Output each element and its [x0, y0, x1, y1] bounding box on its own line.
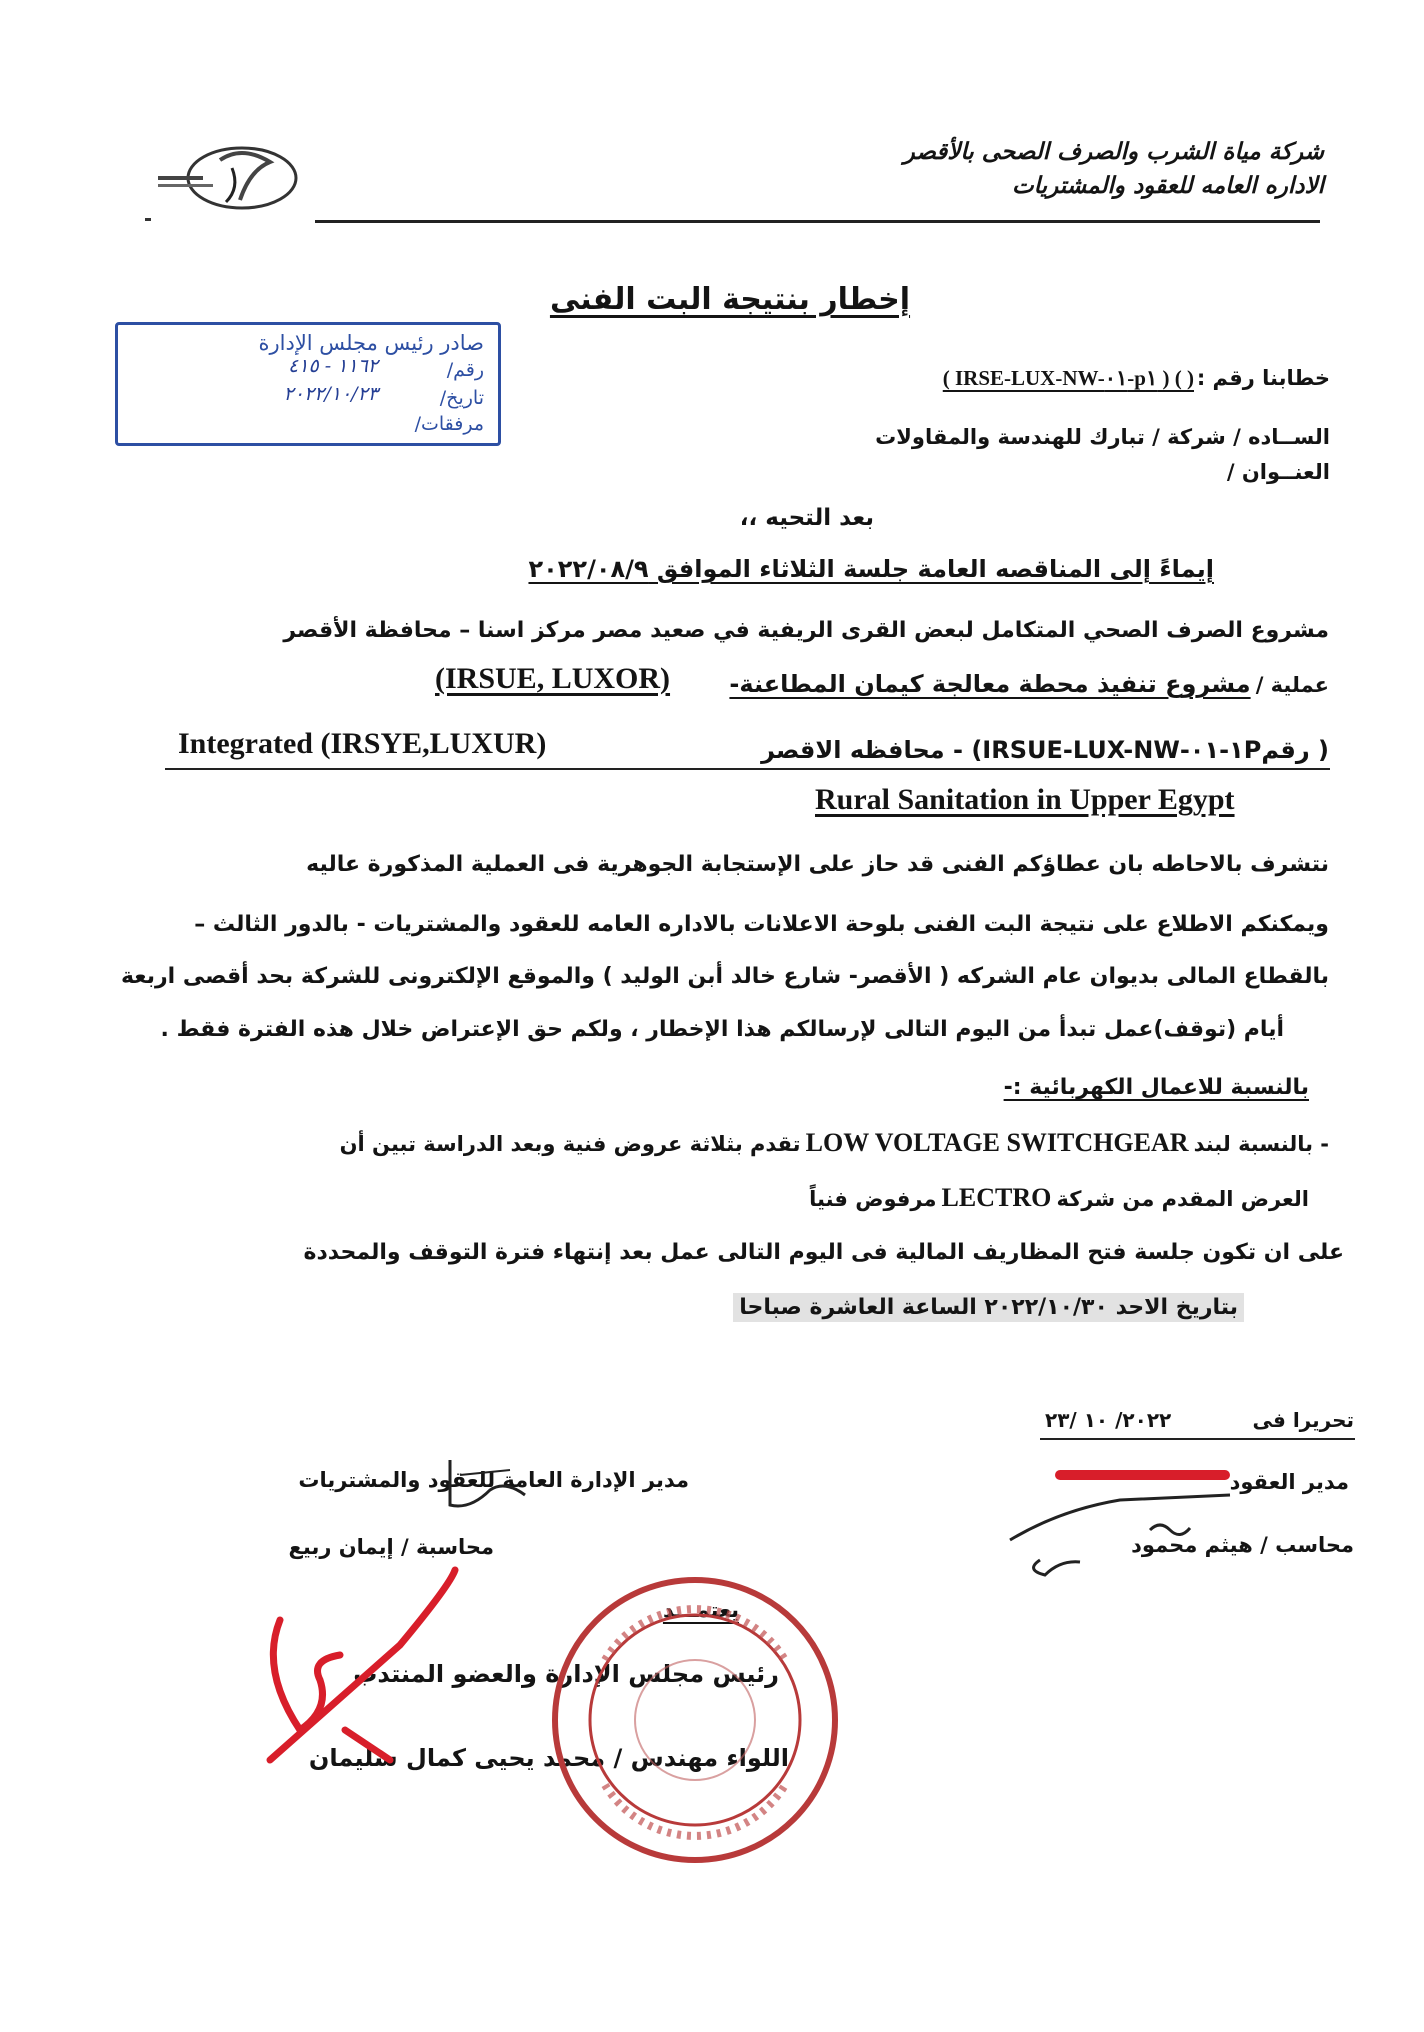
operation-code: (IRSUE, LUXOR)	[435, 662, 671, 695]
chairman-signature	[250, 1560, 470, 1770]
chairman-title: رئيس مجلس الإدارة والعضو المنتدب	[353, 1660, 779, 1688]
bullet-lectro-suffix: مرفوض فنياً	[809, 1187, 937, 1211]
accountant-right: محاسب / هيثم محمود	[1131, 1533, 1354, 1557]
bullet-switchgear-prefix: - بالنسبة لبند	[1193, 1132, 1329, 1156]
general-manager-title: مدير الإدارة العامة للعقود والمشتريات	[298, 1468, 689, 1492]
company-name: شركة مياة الشرب والصرف الصحى بالأقصر	[903, 138, 1324, 165]
operation-text: مشروع تنفيذ محطة معالجة كيمان المطاعنة-	[729, 670, 1251, 698]
approval-label: يعتمـــد	[662, 1598, 739, 1622]
stamp-number-label: رقم/	[446, 359, 484, 381]
outgoing-stamp	[115, 322, 501, 446]
operation-prefix: عملية /	[1255, 673, 1329, 697]
header-mark	[145, 218, 151, 221]
bullet-switchgear	[340, 1128, 1329, 1158]
recipient-address: العنــوان /	[1226, 460, 1330, 484]
accountant-left: محاسبة / إيمان ربيع	[288, 1535, 494, 1559]
switchgear-item: LOW VOLTAGE SWITCHGEAR	[805, 1128, 1189, 1157]
paragraph-financial-session: على ان تكون جلسة فتح المظاريف المالية فى اليوم التالى عمل بعد إنتهاء فترة التوقف والمحددة	[303, 1240, 1344, 1265]
stamp-number-value: ١١٦٢ - ٤١٥	[288, 355, 378, 377]
recipient-line: الســاده / شركة / تبارك للهندسة والمقاولات	[875, 425, 1330, 449]
chairman-name: اللواء مهندس / محمد يحيى كمال سليمان	[308, 1744, 789, 1772]
company-seal	[545, 1570, 845, 1870]
header-divider	[315, 220, 1320, 223]
contracts-manager-signature	[1000, 1470, 1260, 1580]
greeting: بعد التحيه ،،	[739, 505, 874, 531]
bullet-lectro-prefix: العرض المقدم من شركة	[1056, 1187, 1309, 1211]
bullet-lectro	[809, 1183, 1309, 1213]
session-date: بتاريخ الاحد ٢٠٢٢/١٠/٣٠ الساعة العاشرة صباحا	[733, 1293, 1244, 1322]
project-line: مشروع الصرف الصحي المتكامل لبعض القرى الريفية في صعيد مصر مركز اسنا – محافظة الأقصر	[283, 618, 1329, 643]
letter-ref-value: ( IRSE-LUX-NW-٠١-p١ ) ( )	[942, 366, 1194, 390]
number-line-arabic: ( رقم١P-٠١-IRSUE-LUX-NW) - محافظه الاقصر	[761, 736, 1329, 764]
electrical-works-heading: بالنسبة للاعمال الكهربائية :-	[1003, 1075, 1309, 1100]
paragraph-location: بالقطاع المالى بديوان عام الشركه ( الأقصر- شارع خالد أبن الوليد ) والموقع الإلكترونى للشركة بحد أقصى اربعة	[120, 964, 1329, 989]
stamp-attachments-label: مرفقات/	[414, 413, 484, 435]
paragraph-objection-period: أيام (توقف)عمل تبدأ من اليوم التالى لإرسالكم هذا الإخطار ، ولكم حق الإعتراض خلال هذه الفترة فقط .	[160, 1017, 1284, 1042]
operation-line	[729, 670, 1329, 698]
stamp-date-label: تاريخ/	[439, 387, 484, 409]
bullet-switchgear-suffix: تقدم بثلاثة عروض فنية وبعد الدراسة تبين أن	[339, 1132, 801, 1156]
rural-sanitation-line: Rural Sanitation in Upper Egypt	[815, 783, 1235, 816]
paragraph-technical-result: نتشرف بالاحاطه بان عطاؤكم الفنى قد حاز على الإستجابة الجوهرية فى العملية المذكورة عاليه	[306, 852, 1329, 877]
company-header	[724, 135, 1324, 203]
paragraph-announcement: ويمكنكم الاطلاع على نتيجة البت الفنى بلوحة الاعلانات بالاداره العامه للعقود والمشتريات - بالدور الثالث –	[194, 912, 1329, 937]
tender-reference: إيماءً إلى المناقصه العامة جلسة الثلاثاء الموافق ٢٠٢٢/٠٨/٩	[528, 555, 1214, 583]
contracts-manager: مدير العقود	[1229, 1470, 1349, 1494]
written-on-date: ٢٠٢٢/ ١٠ /٢٣	[1045, 1408, 1172, 1432]
written-on-label: تحريرا فى	[1252, 1408, 1354, 1432]
written-date-underline	[1040, 1438, 1355, 1440]
company-logo	[150, 140, 300, 220]
lectro-company: LECTRO	[941, 1183, 1052, 1212]
department-name: الاداره العامه للعقود والمشتريات	[1012, 172, 1324, 199]
letter-ref-label: خطابنا رقم :	[1196, 366, 1330, 390]
stamp-date-value: ٢٠٢٢/١٠/٢٣	[283, 383, 378, 405]
document-title: إخطار بنتيجة البت الفنى	[549, 282, 911, 317]
number-line-english: Integrated (IRSYE,LUXUR)	[178, 727, 547, 760]
number-line-underline	[165, 768, 1330, 770]
stamp-heading: صادر رئيس مجلس الإدارة	[258, 331, 484, 355]
general-manager-signature	[430, 1450, 540, 1530]
